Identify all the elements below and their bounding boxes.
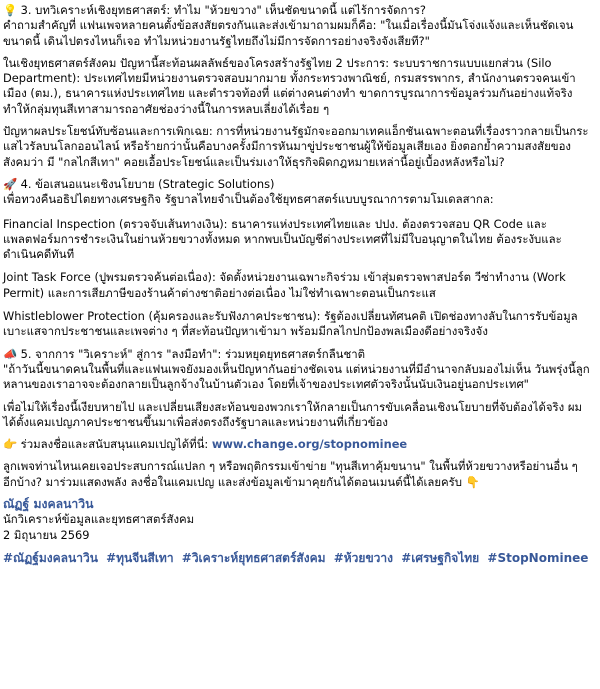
hashtag[interactable]: #StopNominee (487, 550, 589, 565)
hashtag[interactable]: #เศรษฐกิจไทย (401, 550, 480, 565)
section-3-paragraph-2: ในเชิงยุทธศาสตร์สังคม ปัญหานี้สะท้อนผลลัพธ์ของโครงสร้างรัฐไทย 2 ประการ: ระบบราชการแบบแยกส่วน (Silo Department): ประเทศไทยมีหน่วยงานตรวจสอบมากมาย ทั้งกระทรวงพาณิชย์, กรมสรรพากร, สำนักงานตรวจคนเข้าเมือง (ตม.), ธนาคารแห่งประเทศไทย และตำรวจท้องที่ แต่ต่างคนต่างทำ ขาดการบูรณาการข้อมูลร่วมกันอย่างแท้จริง ทำให้กลุ่มทุนสีเทาสามารถอาศัยช่องว่างนี้ในการหลบเลี่ยงได้เรื่อย ๆ (3, 55, 576, 116)
section-4-title: 4. ข้อเสนอแนะเชิงนโยบาย (Strategic Solutions) (20, 176, 275, 191)
pointing-down-icon: 👇 (465, 474, 480, 489)
hashtag[interactable]: #ห้วยขวาง (333, 550, 393, 565)
section-4-paragraph-3: Joint Task Force (ปูพรมตรวจค้นต่อเนื่อง): จัดตั้งหน่วยงานเฉพาะกิจร่วม เข้าสุ่มตรวจพาสปอร์ต วีซ่าทำงาน (Work Permit) และการเสียภาษีของร้านค้าต่างชาติอย่างต่อเนื่อง ไม่ใช่ทำเฉพาะตอนเป็นกระแส (3, 270, 566, 300)
petition-link[interactable]: www.change.org/stopnominee (211, 437, 408, 452)
section-3-intro: คำถามสำคัญที่ แฟนเพจหลายคนตั้งข้อสงสัยตรงกันและส่งเข้ามาถามผมก็คือ: "ในเมื่อเรื่องนี้มันโจ่งแจ้งและเห็นชัดเจนขนาดนี้ เดินไปตรงไหนก็เจอ ทำไมหน่วยงานรัฐไทยถึงไม่มีการจัดการอย่างจริงจังเสียที?" (3, 18, 574, 48)
author-role: นักวิเคราะห์ข้อมูลและยุทธศาสตร์สังคม (3, 512, 195, 527)
hashtag[interactable]: #วิเคราะห์ยุทธศาสตร์สังคม (181, 550, 326, 565)
post-date: 2 มิถุนายน 2569 (3, 527, 90, 542)
section-4-paragraph-4: Whistleblower Protection (คุ้มครองและรับฟังภาคประชาชน): รัฐต้องเปลี่ยนทัศนคติ เปิดช่องทางลับในการรับข้อมูลเบาะแสจากประชาชนและเพจต่าง ๆ ที่สะท้อนปัญหาเข้ามา พร้อมมีกลไกปกป้องพลเมืองดีอย่างจริงจัง (3, 309, 578, 339)
petition-line (3, 437, 594, 452)
pointing-right-icon: 👉 (3, 437, 18, 452)
section-4 (3, 177, 594, 208)
rocket-icon: 🚀 (3, 176, 18, 191)
section-3-title: 3. บทวิเคราะห์เชิงยุทธศาสตร์: ทำไม "ห้วยขวาง" เห็นชัดขนาดนี้ แต่ไร้การจัดการ? (20, 3, 426, 17)
section-3 (3, 3, 594, 49)
hashtag[interactable]: #ทุนจีนสีเทา (106, 550, 174, 565)
section-4-intro: เพื่อทวงคืนอธิปไตยทางเศรษฐกิจ รัฐบาลไทยจำเป็นต้องใช้ยุทธศาสตร์แบบบูรณาการตามโมเดลสากล: (3, 192, 494, 207)
signature (3, 497, 594, 543)
hashtag[interactable]: #ณัฏฐ์มงคลนาวิน (3, 550, 98, 565)
author-name[interactable]: ณัฏฐ์ มงคลนาวิน (3, 497, 94, 512)
lightbulb-icon: 💡 (3, 3, 18, 17)
section-3-paragraph-3: ปัญหาผลประโยชน์ทับซ้อนและการเพิกเฉย: การที่หน่วยงานรัฐมักจะออกมาเทคแอ็กชันเฉพาะตอนที่เรื่องราวกลายเป็นกระแสไวรัลบนโลกออนไลน์ หรือร้ายกว่านั้นคือบางครั้งมีการหันมาขู่ประชาชนผู้ให้ข้อมูลเสียเอง ยิ่งตอกย้ำความสงสัยของสังคมว่า มี "กลไกสีเทา" คอยเอื้อประโยชน์และเป็นร่มเงาให้ธุรกิจผิดกฎหมายเหล่านี้อยู่เบื้องหลังหรือไม่? (3, 124, 589, 169)
section-5-title: 5. จากการ "วิเคราะห์" สู่การ "ลงมือทำ": ร่วมหยุดยุทธศาสตร์กลืนชาติ (20, 346, 365, 361)
petition-text: ร่วมลงชื่อและสนับสนุนแคมเปญได้ที่นี่: (20, 437, 209, 452)
closing-text: ลูกเพจท่านไหนเคยเจอประสบการณ์แปลก ๆ หรือพฤติกรรมเข้าข่าย "ทุนสีเทาคุ้มขนาน" ในพื้นที่ห้วยขวางหรือย่านอื่น ๆ อีกบ้าง? มาร่วมแสดงพลัง ลงชื่อในแคมเปญ และส่งข้อมูลเข้ามาคุยกันได้ตอนเมนต์นี้ได้เลยครับ (3, 459, 578, 489)
section-5-paragraph-2: เพื่อไม่ให้เรื่องนี้เงียบหายไป และเปลี่ยนเสียงสะท้อนของพวกเราให้กลายเป็นการขับเคลื่อนเชิงนโยบายที่จับต้องได้จริง ผมได้ตั้งแคมเปญภาคประชาชนขึ้นมาเพื่อส่งตรงถึงรัฐบาลและหน่วยงานที่เกี่ยวข้อง (3, 399, 582, 429)
hashtags (3, 550, 594, 566)
closing-paragraph (3, 459, 594, 490)
section-5 (3, 347, 594, 393)
section-5-quote: "ถ้าวันนี้ขนาดคนในพื้นที่และแฟนเพจยังมองเห็นปัญหากันอย่างชัดเจน แต่หน่วยงานที่มีอำนาจกลับมองไม่เห็น วันพรุ่งนี้ลูกหลานของเราอาจจะต้องกลายเป็นลูกจ้างในบ้านตัวเอง โดยที่เจ้าของประเทศตัวจริงนั้นนับเงินอยู่นอกประเทศ" (3, 361, 590, 392)
megaphone-icon: 📣 (3, 346, 18, 361)
section-4-paragraph-2: Financial Inspection (ตรวจจับเส้นทางเงิน): ธนาคารแห่งประเทศไทยและ ปปง. ต้องตรวจสอบ QR Code และแพลตฟอร์มการชำระเงินในย่านห้วยขวางทั้งหมด หากพบเป็นบัญชีต่างประเทศที่ไม่มีใบอนุญาตในไทย ต้องระงับและดำเนินคดีทันที (3, 216, 562, 262)
